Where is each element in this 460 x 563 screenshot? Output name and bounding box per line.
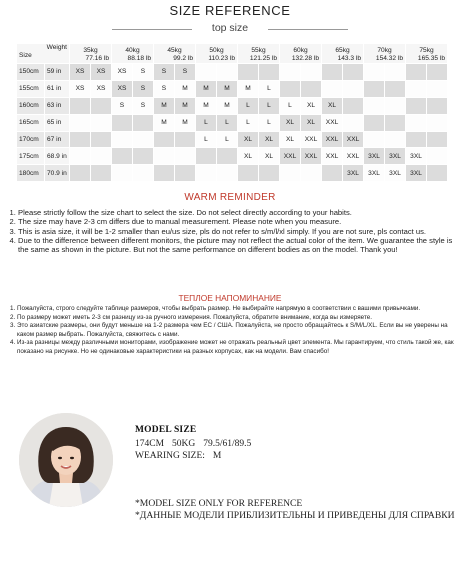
size-cell: XXL — [301, 131, 322, 148]
size-cell — [280, 64, 301, 81]
size-cell — [343, 80, 364, 97]
size-cell — [70, 114, 91, 131]
size-cell: M — [154, 114, 175, 131]
wearing-size-label: WEARING SIZE: — [135, 451, 205, 461]
model-photo — [19, 413, 113, 507]
size-cell — [322, 165, 343, 182]
size-cell — [364, 131, 385, 148]
size-cell: S — [175, 64, 196, 81]
weight-kg: 50kg — [209, 47, 224, 54]
size-cell: L — [238, 114, 259, 131]
size-cell: XS — [70, 80, 91, 97]
size-cell: L — [259, 114, 280, 131]
height-in-cell: 59 in — [45, 64, 70, 81]
weight-kg: 65kg — [335, 47, 350, 54]
height-cm-cell: 155cm — [17, 80, 45, 97]
wearing-size-value: M — [212, 451, 222, 461]
size-cell: XXL — [280, 148, 301, 165]
size-cell — [322, 64, 343, 81]
size-cell: S — [154, 64, 175, 81]
size-cell: XS — [91, 80, 112, 97]
size-cell — [364, 80, 385, 97]
size-cell: 3XL — [364, 165, 385, 182]
size-cell: L — [259, 97, 280, 114]
size-cell — [385, 97, 406, 114]
table-row — [17, 80, 448, 97]
size-cell — [91, 114, 112, 131]
size-cell: 3XL — [385, 148, 406, 165]
table-header-row — [17, 44, 448, 64]
size-cell — [301, 80, 322, 97]
size-cell: L — [280, 97, 301, 114]
model-stats — [135, 438, 259, 450]
size-cell — [238, 165, 259, 182]
size-cell: S — [133, 64, 154, 81]
weight-column-header — [238, 44, 280, 64]
size-cell — [112, 148, 133, 165]
size-cell: L — [238, 97, 259, 114]
weight-lb: 121.25 lb — [249, 55, 278, 62]
model-height: 174CM — [135, 439, 165, 449]
warm-reminder-ru-title: ТЕПЛОЕ НАПОМИНАНИЕ — [178, 293, 282, 303]
size-cell — [154, 131, 175, 148]
size-cell — [217, 165, 238, 182]
size-cell: L — [196, 131, 217, 148]
size-cell: 3XL — [343, 165, 364, 182]
size-cell — [301, 165, 322, 182]
weight-kg: 45kg — [167, 47, 182, 54]
weight-kg: 75kg — [419, 47, 434, 54]
size-cell — [427, 64, 448, 81]
height-cm-cell: 160cm — [17, 97, 45, 114]
divider-right — [268, 29, 348, 30]
size-cell: M — [196, 97, 217, 114]
model-weight: 50KG — [172, 439, 196, 449]
weight-column-header — [112, 44, 154, 64]
size-cell — [322, 80, 343, 97]
size-cell — [196, 64, 217, 81]
size-cell: 3XL — [406, 148, 427, 165]
size-cell — [154, 148, 175, 165]
size-cell: M — [238, 80, 259, 97]
size-cell — [427, 114, 448, 131]
warm-reminder-list — [6, 208, 458, 254]
weight-lb: 88.18 lb — [127, 55, 151, 62]
size-cell: 3XL — [385, 165, 406, 182]
size-cell — [301, 64, 322, 81]
size-cell: XS — [112, 64, 133, 81]
size-cell — [427, 97, 448, 114]
size-cell: XXL — [301, 148, 322, 165]
size-cell — [175, 165, 196, 182]
weight-lb: 165.35 lb — [417, 55, 446, 62]
size-cell — [196, 148, 217, 165]
size-cell: XL — [280, 131, 301, 148]
height-cm-cell: 175cm — [17, 148, 45, 165]
model-portrait-image — [19, 413, 113, 507]
size-cell — [343, 114, 364, 131]
size-cell — [364, 64, 385, 81]
size-cell — [70, 131, 91, 148]
warm-reminder-ru-list — [6, 305, 459, 357]
list-item: 3. Это азиатские размеры, они будут меньше на 1-2 размера чем ЕС / США. Пожалуйста, не просто обращайтесь к S/M/L/XL. Если вы не уверены на каком размер выбрать. Пожалуйста, свяжитесь с нами. — [17, 322, 459, 339]
size-cell: XS — [70, 64, 91, 81]
size-cell — [133, 165, 154, 182]
size-cell: M — [175, 114, 196, 131]
subtitle: top size — [211, 22, 249, 34]
model-size-box — [135, 425, 259, 462]
model-measurements: 79.5/61/89.5 — [203, 439, 252, 449]
weight-header: Weight — [46, 44, 67, 51]
size-cell — [259, 64, 280, 81]
model-size-heading: MODEL SIZE — [135, 425, 197, 435]
size-cell: XL — [322, 97, 343, 114]
size-cell — [238, 64, 259, 81]
size-cell: M — [217, 80, 238, 97]
size-cell: XXL — [343, 131, 364, 148]
list-item: 4. Из-за разницы между различными мониторами, изображение может не отражать реальный цвет элемента. Мы гарантируем, что стиль такой же, как показано на рисунке. Но не одинаковые характеристики на разных корпусах, как на модели. Вам спасибо! — [17, 339, 459, 356]
size-cell: L — [196, 114, 217, 131]
list-item: 4. Due to the difference between different monitors, the picture may not reflect the actual color of the item. We guarantee the style is the same as shown in the picture. But not the same performance on different bodies as on the model. Thank you! — [18, 236, 458, 255]
size-cell: XS — [112, 80, 133, 97]
size-cell: S — [154, 80, 175, 97]
size-cell: XXL — [322, 114, 343, 131]
model-note-ru: *ДАННЫЕ МОДЕЛИ ПРИБЛИЗИТЕЛЬНЫ И ПРИВЕДЕНЫ ДЛЯ СПРАВКИ — [135, 510, 455, 521]
size-cell — [406, 64, 427, 81]
size-cell: 3XL — [406, 165, 427, 182]
model-note-en: *MODEL SIZE ONLY FOR REFERENCE — [135, 498, 303, 509]
warm-reminder-title: WARM REMINDER — [184, 192, 276, 203]
table-corner-cell — [17, 44, 70, 64]
size-cell: L — [217, 131, 238, 148]
table-row — [17, 165, 448, 182]
size-table — [16, 43, 448, 182]
size-cell — [406, 131, 427, 148]
size-cell — [280, 80, 301, 97]
page-title: SIZE REFERENCE — [169, 3, 291, 18]
size-cell — [91, 148, 112, 165]
size-cell — [70, 165, 91, 182]
size-cell — [217, 148, 238, 165]
size-cell — [406, 114, 427, 131]
height-in-cell: 61 in — [45, 80, 70, 97]
size-cell: 3XL — [364, 148, 385, 165]
size-cell: XL — [238, 131, 259, 148]
size-cell: S — [133, 80, 154, 97]
weight-lb: 99.2 lb — [173, 55, 193, 62]
weight-lb: 143.3 lb — [337, 55, 362, 62]
height-in-cell: 68.9 in — [45, 148, 70, 165]
weight-lb: 77.16 lb — [85, 55, 109, 62]
size-cell — [406, 97, 427, 114]
size-cell: M — [217, 97, 238, 114]
model-wearing — [135, 450, 259, 462]
size-cell — [259, 165, 280, 182]
height-in-cell: 70.9 in — [45, 165, 70, 182]
table-row — [17, 131, 448, 148]
size-cell: XL — [280, 114, 301, 131]
size-cell — [385, 64, 406, 81]
list-item: 2. The size may have 2-3 cm differs due to manual measurement. Please note when you measure. — [18, 217, 458, 226]
size-cell — [91, 131, 112, 148]
size-cell — [217, 64, 238, 81]
weight-lb: 154.32 lb — [375, 55, 404, 62]
weight-kg: 35kg — [83, 47, 98, 54]
size-header: Size — [19, 52, 32, 59]
size-cell: M — [154, 97, 175, 114]
size-cell — [154, 165, 175, 182]
size-cell — [112, 165, 133, 182]
size-cell — [70, 97, 91, 114]
table-row — [17, 148, 448, 165]
size-cell — [91, 165, 112, 182]
weight-column-header — [364, 44, 406, 64]
size-cell — [427, 165, 448, 182]
height-in-cell: 63 in — [45, 97, 70, 114]
size-cell — [70, 148, 91, 165]
weight-column-header — [154, 44, 196, 64]
size-cell — [112, 114, 133, 131]
subtitle-row — [0, 22, 460, 36]
weight-lb: 110.23 lb — [208, 55, 235, 62]
size-cell — [406, 80, 427, 97]
size-cell — [427, 148, 448, 165]
size-cell — [280, 165, 301, 182]
size-cell — [343, 97, 364, 114]
size-cell: XXL — [343, 148, 364, 165]
weight-column-header — [406, 44, 448, 64]
table-row — [17, 64, 448, 81]
height-in-cell: 65 in — [45, 114, 70, 131]
size-cell: S — [133, 97, 154, 114]
size-cell: XS — [91, 64, 112, 81]
weight-kg: 70kg — [377, 47, 392, 54]
weight-column-header — [322, 44, 364, 64]
list-item: 3. This is asia size, it will be 1-2 smaller than eu/us size, pls do not refer to s/m/l/xl simply. If you are not sure, pls contact us. — [18, 227, 458, 236]
size-cell — [385, 131, 406, 148]
size-cell: L — [217, 114, 238, 131]
weight-lb: 132.28 lb — [291, 55, 320, 62]
size-cell: M — [175, 80, 196, 97]
weight-column-header — [196, 44, 238, 64]
weight-column-header — [280, 44, 322, 64]
size-cell — [385, 80, 406, 97]
weight-kg: 55kg — [251, 47, 266, 54]
list-item: 1. Пожалуйста, строго следуйте таблице размеров, чтобы выбрать размер. Не выбирайте напрямую в соответствии с вашими привычками. — [17, 305, 459, 314]
size-cell — [91, 97, 112, 114]
size-cell: M — [175, 97, 196, 114]
size-cell: XL — [259, 131, 280, 148]
height-cm-cell: 180cm — [17, 165, 45, 182]
size-cell — [385, 114, 406, 131]
size-cell — [133, 114, 154, 131]
size-cell — [112, 131, 133, 148]
list-item: 1. Please strictly follow the size chart to select the size. Do not select directly according to your habits. — [18, 208, 458, 217]
size-cell: XXL — [322, 131, 343, 148]
size-cell: XL — [238, 148, 259, 165]
height-cm-cell: 165cm — [17, 114, 45, 131]
list-item: 2. По размеру может иметь 2-3 см разницу из-за ручного измерения. Пожалуйста, обратите внимание, когда вы измеряете. — [17, 314, 459, 323]
size-cell: XXL — [322, 148, 343, 165]
size-cell: L — [259, 80, 280, 97]
size-cell: XL — [301, 114, 322, 131]
size-cell: XL — [259, 148, 280, 165]
weight-kg: 40kg — [125, 47, 140, 54]
size-cell — [364, 114, 385, 131]
size-cell — [427, 80, 448, 97]
size-cell — [133, 148, 154, 165]
size-cell — [175, 131, 196, 148]
size-cell — [196, 165, 217, 182]
size-cell — [133, 131, 154, 148]
size-cell — [343, 64, 364, 81]
size-cell: XL — [301, 97, 322, 114]
size-cell — [427, 131, 448, 148]
table-row — [17, 97, 448, 114]
height-cm-cell: 170cm — [17, 131, 45, 148]
table-row — [17, 114, 448, 131]
height-in-cell: 67 in — [45, 131, 70, 148]
weight-kg: 60kg — [293, 47, 308, 54]
size-cell: M — [196, 80, 217, 97]
size-cell: S — [112, 97, 133, 114]
weight-column-header — [70, 44, 112, 64]
height-cm-cell: 150cm — [17, 64, 45, 81]
size-cell — [364, 97, 385, 114]
size-cell — [175, 148, 196, 165]
